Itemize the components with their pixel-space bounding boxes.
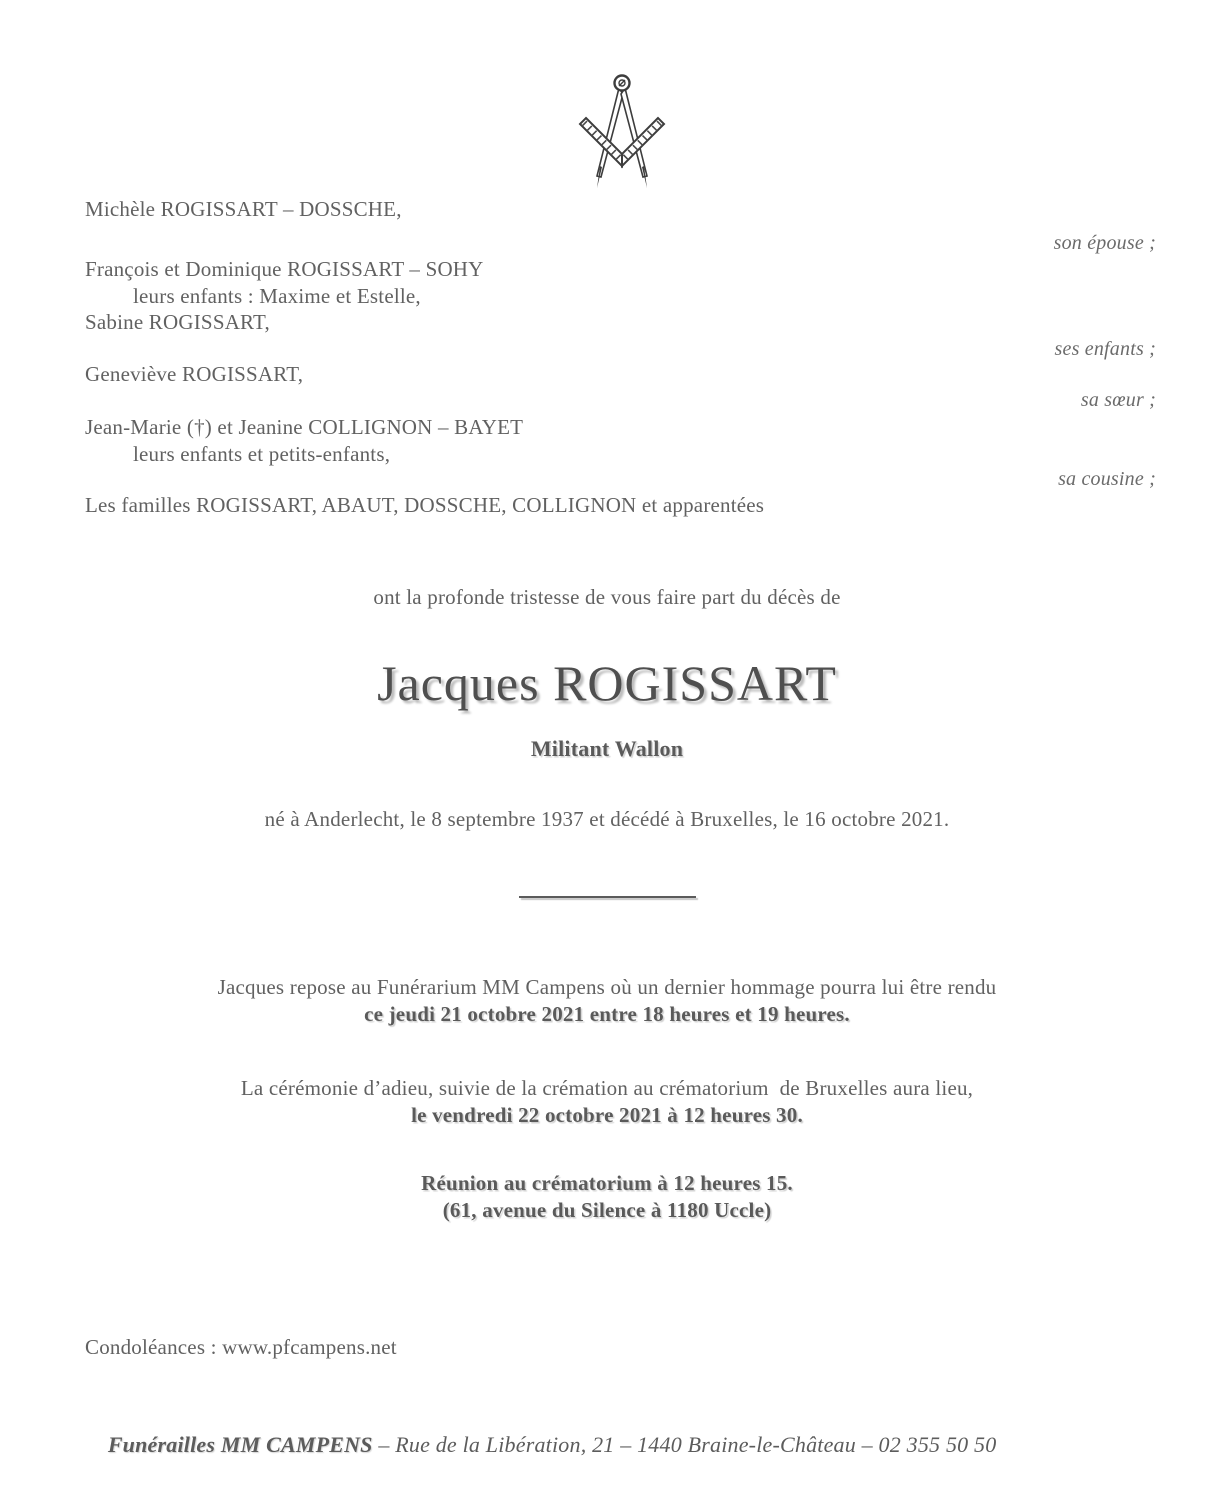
- masonic-square-compass-svg: [570, 70, 674, 192]
- ceremony-datetime-line: le vendredi 22 octobre 2021 à 12 heures 30.: [411, 1103, 803, 1127]
- mourner-line: Michèle ROGISSART – DOSSCHE,: [85, 197, 402, 221]
- relation-label: ses enfants ;: [1054, 338, 1156, 360]
- section-divider: [519, 896, 696, 898]
- funeral-home-line: [85, 1403, 996, 1486]
- masonic-square-compass-icon: [570, 70, 674, 192]
- mourner-line: Sabine ROGISSART,: [85, 310, 270, 334]
- ceremony-line: La cérémonie d’adieu, suivie de la crémation au crématorium de Bruxelles aura lieu,: [240, 1076, 974, 1100]
- relation-label: sa cousine ;: [1058, 468, 1156, 490]
- condolences-line: Condoléances : www.pfcampens.net: [85, 1335, 397, 1359]
- relation-label: son épouse ;: [1053, 232, 1156, 254]
- funeral-home-name: Funérailles MM CAMPENS: [107, 1431, 373, 1457]
- meeting-address-line: (61, avenue du Silence à 1180 Uccle): [442, 1198, 772, 1222]
- mourner-line: Les familles ROGISSART, ABAUT, DOSSCHE, COLLIGNON et apparentées: [85, 493, 765, 517]
- deceased-name: Jacques ROGISSART: [377, 655, 837, 711]
- mourner-line: leurs enfants : Maxime et Estelle,: [133, 284, 421, 308]
- visitation-line: Jacques repose au Funérarium MM Campens où un dernier hommage pourra lui être rendu: [217, 975, 997, 999]
- announcement-line: ont la profonde tristesse de vous faire part du décès de: [373, 585, 841, 609]
- mourner-line: Geneviève ROGISSART,: [85, 362, 304, 386]
- visitation-datetime-line: ce jeudi 21 octobre 2021 entre 18 heures et 19 heures.: [364, 1002, 850, 1026]
- relation-label: sa sœur ;: [1080, 389, 1156, 411]
- life-dates-line: né à Anderlecht, le 8 septembre 1937 et décédé à Bruxelles, le 16 octobre 2021.: [264, 807, 950, 831]
- deceased-title: Militant Wallon: [530, 736, 684, 761]
- mourner-line: leurs enfants et petits-enfants,: [133, 442, 391, 466]
- meeting-time-line: Réunion au crématorium à 12 heures 15.: [421, 1171, 793, 1195]
- mourner-line: François et Dominique ROGISSART – SOHY: [85, 257, 484, 281]
- funeral-home-details: – Rue de la Libération, 21 – 1440 Braine-le-Château – 02 355 50 50: [372, 1431, 997, 1457]
- mourner-line: Jean-Marie (†) et Jeanine COLLIGNON – BAYET: [85, 415, 524, 439]
